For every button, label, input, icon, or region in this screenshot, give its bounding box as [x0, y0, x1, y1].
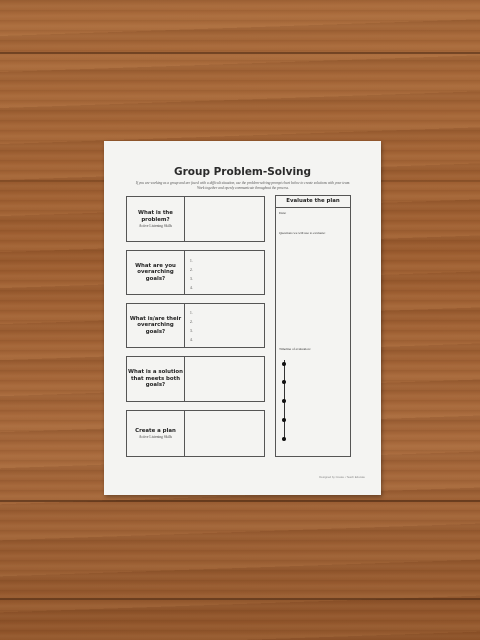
prompt-heading: What are you overarching goals? — [135, 262, 176, 282]
prompt-row-their-goals — [126, 303, 265, 348]
prompt-heading: Create a plan — [135, 427, 176, 434]
prompt-row-your-goals — [126, 250, 265, 295]
prompt-heading: What is/are their overarching goals? — [129, 315, 182, 335]
answer-box — [184, 357, 264, 401]
worksheet-intro: If you are working as a group and are faced with a difficult situation, use the problem-solving prompt chart below to create solutions with your team. Work together and openly communicate throughout the process. — [135, 181, 351, 190]
worksheet-paper — [104, 141, 381, 495]
timeline-dot — [282, 437, 286, 441]
answer-box — [184, 197, 264, 241]
timeline-label: Timeline of evaluation: — [279, 347, 311, 351]
prompt-row-problem — [126, 196, 265, 242]
prompt-row-solution — [126, 356, 265, 402]
prompt-heading: What is a solution that meets both goals? — [128, 369, 183, 389]
prompt-row-plan — [126, 410, 265, 457]
wood-plank-seam — [0, 500, 480, 502]
timeline-dot — [282, 399, 286, 403]
answer-box — [184, 304, 264, 347]
list-number: 1. — [190, 311, 193, 315]
list-number: 4. — [190, 286, 193, 290]
timeline-dot — [282, 380, 286, 384]
worksheet-title: Group Problem-Solving — [173, 166, 312, 178]
timeline-dot — [282, 418, 286, 422]
list-number: 2. — [190, 320, 193, 324]
wood-plank-seam — [0, 598, 480, 600]
prompt-heading: What is the problem? — [138, 209, 173, 223]
prompt-label — [127, 357, 185, 401]
prompt-subtext: Active Listening Skills — [138, 435, 173, 440]
prompt-label — [127, 411, 185, 456]
prompt-label — [127, 251, 185, 294]
list-number: 4. — [190, 338, 193, 342]
evaluate-heading: Evaluate the plan — [276, 196, 350, 208]
answer-box — [184, 411, 264, 456]
date-label: Date: — [279, 211, 287, 215]
evaluate-panel — [275, 195, 351, 457]
prompt-label — [127, 304, 185, 347]
list-number: 3. — [190, 329, 193, 333]
answer-box — [184, 251, 264, 294]
timeline-dot — [282, 362, 286, 366]
questions-label: Questions we will use to evaluate: — [279, 231, 326, 235]
prompt-label — [127, 197, 185, 241]
wood-plank-seam — [0, 52, 480, 54]
list-number: 2. — [190, 268, 193, 272]
list-number: 3. — [190, 277, 193, 281]
footer-credit: Designed by Create • Teach Educate — [319, 475, 365, 479]
list-number: 1. — [190, 259, 193, 263]
prompt-subtext: Active Listening Skills — [138, 224, 173, 229]
